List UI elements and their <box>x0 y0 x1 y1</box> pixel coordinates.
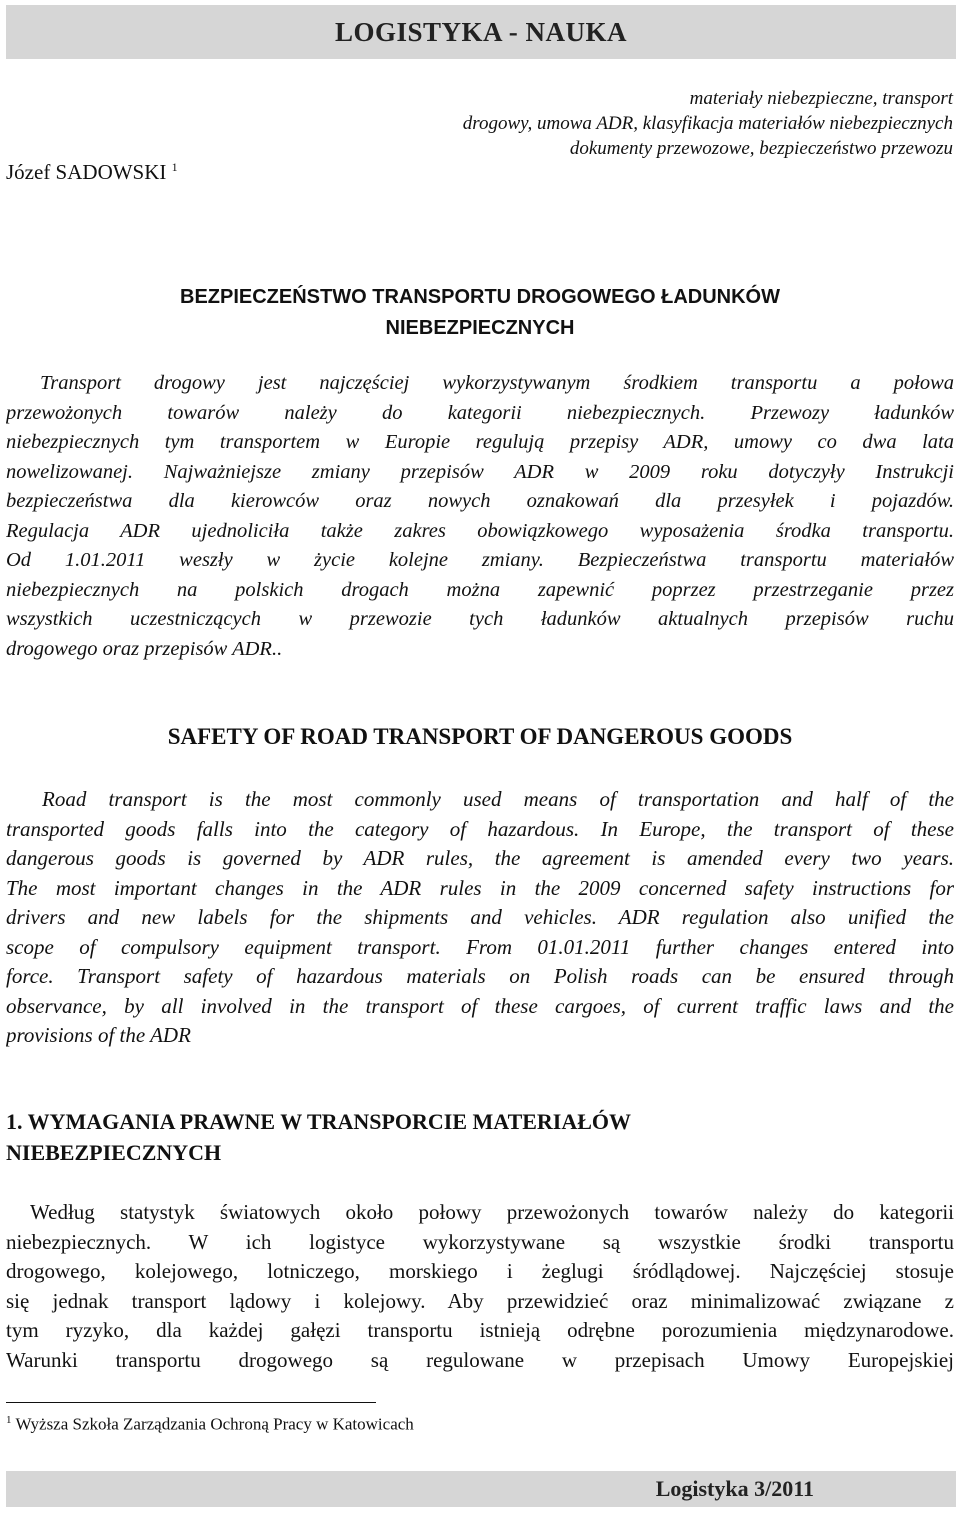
journal-footer-banner <box>6 1471 956 1507</box>
polish-title-line: BEZPIECZEŃSTWO TRANSPORTU DROGOWEGO ŁADUNKÓW <box>180 286 780 308</box>
abstract-line: The most important changes in the ADR rules in the 2009 concerned safety instructions for <box>6 875 954 900</box>
polish-article-title <box>0 282 960 344</box>
journal-header-banner <box>6 5 956 59</box>
journal-issue-label: Logistyka 3/2011 <box>655 1476 814 1501</box>
keywords-line: dokumenty przewozowe, bezpieczeństwo przewozu <box>569 138 953 159</box>
section-heading-line: NIEBEZPIECZNYCH <box>6 1140 222 1165</box>
abstract-line: nowelizowanej. Najważniejsze zmiany przepisów ADR w 2009 roku dotyczyły Instrukcji <box>6 460 954 483</box>
author-name: Józef SADOWSKI <box>6 160 167 184</box>
english-article-title: SAFETY OF ROAD TRANSPORT OF DANGEROUS GOODS <box>167 724 793 749</box>
abstract-line: Od 1.01.2011 weszły w życie kolejne zmiany. Bezpieczeństwa transportu materiałów <box>6 549 954 571</box>
author <box>6 160 178 185</box>
body-line: się jednak transport lądowy i kolejowy. Aby przewidzieć oraz minimalizować związane z <box>6 1288 954 1313</box>
abstract-line: niebezpiecznych na polskich drogach można zapewnić poprzez przestrzeganie przez <box>6 578 954 601</box>
abstract-line: niebezpiecznych tym transportem w Europie regulują przepisy ADR, umowy co dwa lata <box>6 431 954 453</box>
journal-section-title: LOGISTYKA - NAUKA <box>334 16 628 47</box>
keywords-line: drogowy, umowa ADR, klasyfikacja materiałów niebezpiecznych <box>462 113 953 134</box>
abstract-line: drogowego oraz przepisów ADR.. <box>6 637 283 660</box>
abstract-line: dangerous goods is governed by ADR rules, the agreement is amended every two years. <box>6 846 954 870</box>
footnote <box>6 1414 414 1435</box>
section-heading-line: 1. WYMAGANIA PRAWNE W TRANSPORCIE MATERIAŁÓW <box>6 1109 632 1134</box>
section-body-paragraph <box>6 1198 954 1375</box>
english-abstract <box>6 785 954 1051</box>
section-heading <box>6 1106 631 1168</box>
abstract-line: observance, by all involved in the transport of these cargoes, of current traffic laws and the <box>6 993 954 1018</box>
abstract-line: Road transport is the most commonly used means of transportation and half of the <box>42 787 954 811</box>
abstract-line: drivers and new labels for the shipments and vehicles. ADR regulation also unified the <box>6 905 954 929</box>
polish-title-line: NIEBEZPIECZNYCH <box>385 317 575 339</box>
abstract-line: force. Transport safety of hazardous materials on Polish roads can be ensured through <box>6 964 954 988</box>
body-line: niebezpiecznych. W ich logistyce wykorzystywane są wszystkie środki transportu <box>6 1229 954 1254</box>
body-line: tym ryzyko, dla każdej gałęzi transportu istnieją odrębne porozumienia międzynarodowe. <box>6 1318 954 1342</box>
abstract-line: provisions of the ADR <box>6 1023 191 1047</box>
author-footnote-mark: 1 <box>171 160 178 174</box>
body-line: Warunki transportu drogowego są regulowane w przepisach Umowy Europejskiej <box>6 1347 954 1372</box>
keywords-line: materiały niebezpieczne, transport <box>689 88 953 109</box>
abstract-line: wszystkich uczestniczących w przewozie tych ładunków aktualnych przepisów ruchu <box>6 608 954 630</box>
keywords-block <box>253 86 953 161</box>
body-line: Według statystyk światowych około połowy przewożonych towarów należy do kategorii <box>30 1200 954 1224</box>
abstract-line: przewożonych towarów należy do kategorii niebezpiecznych. Przewozy ładunków <box>6 401 954 424</box>
polish-abstract <box>6 369 954 664</box>
footnote-divider <box>6 1402 376 1403</box>
footnote-text: Wyższa Szkoła Zarządzania Ochroną Pracy w Katowicach <box>15 1414 414 1434</box>
abstract-line: scope of compulsory equipment transport. From 01.01.2011 further changes entered into <box>6 934 954 959</box>
footnote-mark: 1 <box>6 1414 12 1426</box>
abstract-line: transported goods falls into the category of hazardous. In Europe, the transport of these <box>6 816 954 841</box>
abstract-line: bezpieczeństwa dla kierowców oraz nowych oznakowań dla przesyłek i pojazdów. <box>6 490 954 512</box>
abstract-line: Transport drogowy jest najczęściej wykorzystywanym środkiem transportu a połowa <box>40 372 954 394</box>
abstract-line: Regulacja ADR ujednoliciła także zakres obowiązkowego wyposażenia środka transportu. <box>6 519 954 542</box>
body-line: drogowego, kolejowego, lotniczego, morskiego i żeglugi śródlądowej. Najczęściej stosuje <box>6 1259 954 1283</box>
